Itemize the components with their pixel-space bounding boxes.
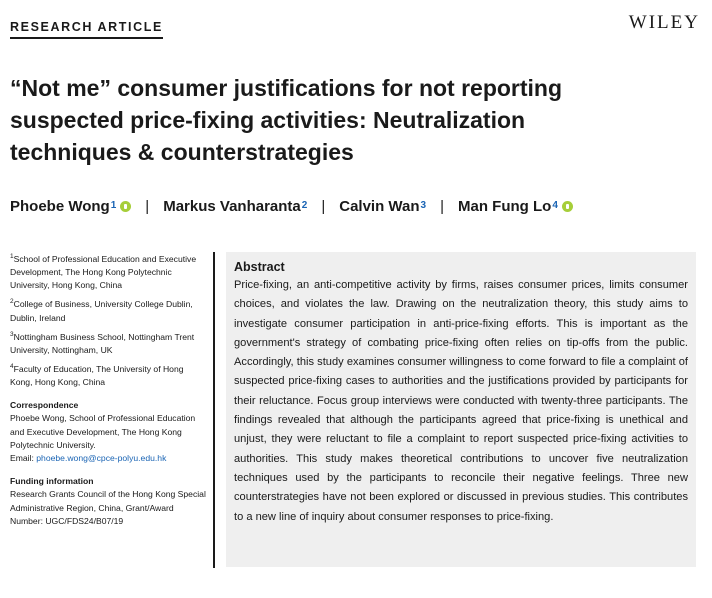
author-2[interactable]: [163, 198, 307, 215]
article-sidebar: [10, 250, 206, 528]
funding-heading: Funding information: [10, 476, 94, 487]
author-4[interactable]: [458, 198, 573, 215]
publisher-logo[interactable]: WILEY: [628, 12, 700, 33]
author-3[interactable]: [339, 198, 426, 215]
author-name: Markus Vanharanta: [163, 198, 301, 215]
author-separator: |: [145, 198, 150, 215]
abstract-heading: Abstract: [234, 260, 285, 274]
orcid-icon[interactable]: [120, 201, 131, 212]
affiliation-marker: 3: [420, 200, 427, 211]
affiliation-4: $^4$Faculty of Education, The University of Hong Kong, Hong Kong, China: [10, 363, 184, 388]
author-list: [10, 198, 573, 215]
author-name: Calvin Wan: [339, 198, 420, 215]
correspondence-text: Phoebe Wong, School of Professional Education and Executive Development, The Hong Kong Polytechnic University.: [10, 413, 196, 450]
affiliation-2: $^2$College of Business, University College Dublin, Dublin, Ireland: [10, 298, 193, 323]
article-title: “Not me” consumer justifications for not reporting suspected price-fixing activities: Neutralization techniques & counterstrategies: [10, 75, 563, 165]
affiliation-3: $^3$Nottingham Business School, Nottingham Trent University, Nottingham, UK: [10, 330, 195, 355]
author-name: Man Fung Lo: [458, 198, 552, 215]
orcid-icon[interactable]: [562, 201, 573, 212]
affiliation-1: $^1$School of Professional Education and Executive Development, The Hong Kong Polytechnic University, Hong Kong, China: [10, 253, 197, 291]
email-link[interactable]: phoebe.wong@cpce-polyu.edu.hk: [36, 453, 167, 464]
author-1[interactable]: [10, 198, 131, 215]
sidebar-divider: [213, 252, 215, 568]
email-label: Email:: [10, 453, 34, 464]
affiliation-marker: 2: [301, 200, 308, 211]
funding-text: Research Grants Council of the Hong Kong Special Administrative Region, China, Grant/Award Number: UGC/FDS24/B07/19: [10, 489, 206, 526]
correspondence-email: [10, 452, 206, 465]
article-type-label: RESEARCH ARTICLE: [10, 20, 163, 39]
author-separator: |: [440, 198, 444, 215]
author-name: Phoebe Wong: [10, 198, 110, 215]
affiliation-marker: 1: [110, 200, 117, 211]
affiliation-marker: 4: [552, 200, 558, 211]
author-separator: |: [321, 198, 326, 215]
abstract-text: Price-fixing, an anti-competitive activity by firms, raises consumer prices, limits consumer choices, and violates the law. Drawing on the neutralization theory, this study aims to investigate consumer participation in anti-price-fixing efforts. This is important as the government's strategy of combating price-fixing often relies on tip-offs from the public. Accordingly, this study examines consumer willingness to come forward to file a complaint of suspected price-fixing cases to authorities and the justifications provided by participants for their reluctance. Focus group interviews were conducted with twenty-three participants. The findings revealed that although the participants agreed that price-fixing is unethical and unjust, they were reluctant to file a complaint to report suspected price-fixing activities to authorities. This study makes theoretical contributions to uncover five neutralization techniques used by the participants to reconcile their negative feelings. Three new counterstrategies have not been explored or discussed in previous studies. This contributes to a new line of inquiry about consumer responses to price-fixing.: [234, 279, 688, 523]
correspondence-heading: Correspondence: [10, 400, 79, 411]
abstract-section: [226, 252, 696, 567]
